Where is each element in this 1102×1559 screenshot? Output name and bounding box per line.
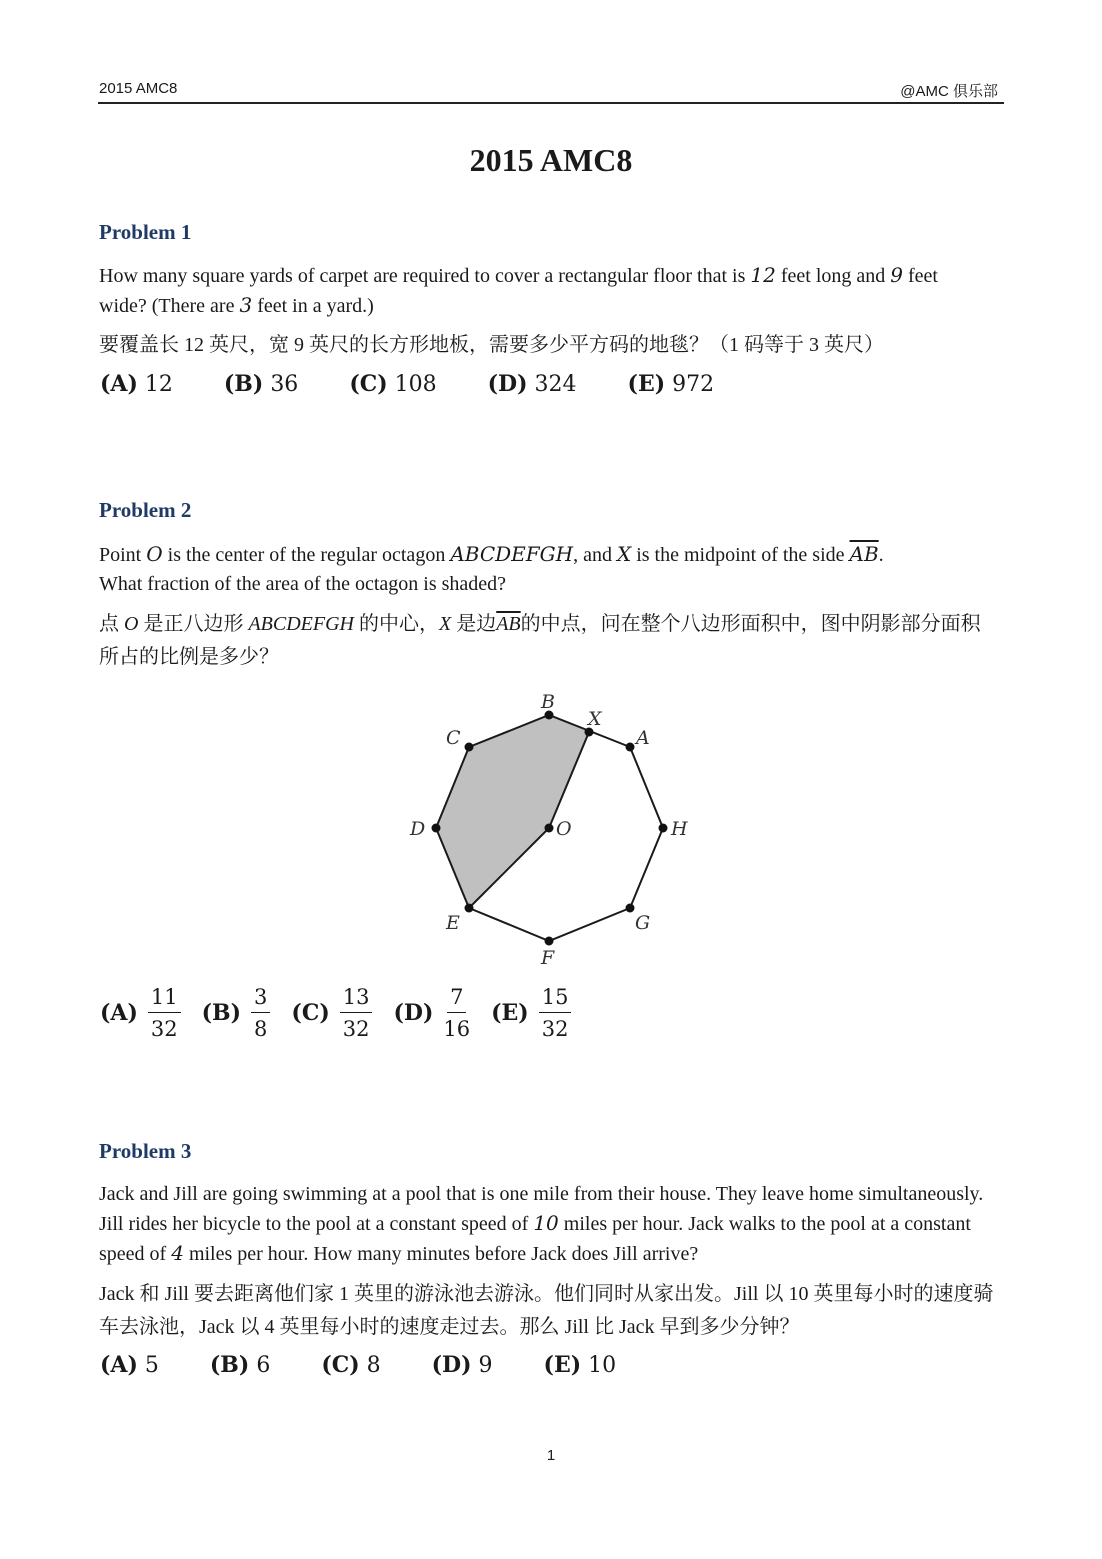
header-left-text: 2015 AMC8: [99, 80, 178, 97]
problem-2-english: Point O is the center of the regular octagon ABCDEFGH, and X is the midpoint of the side $\overline{AB}$. What fraction of the area of the octagon is shaded?: [99, 542, 884, 595]
vertex-d-dot: [432, 824, 441, 833]
choice-c: (C) $\frac{13}{32}$: [291, 984, 372, 1042]
choice-b: (B) 36: [223, 371, 299, 397]
label-a: A: [636, 727, 650, 749]
choice-c: (C) 108: [349, 371, 437, 397]
problem-2-heading: Problem 2: [99, 498, 192, 522]
choice-e: (E) 10: [543, 1352, 617, 1378]
choice-b: (B) 6: [209, 1352, 271, 1378]
choice-a: (A) $\frac{11}{32}$: [100, 984, 181, 1042]
page-header: [98, 80, 1004, 104]
label-h: H: [671, 818, 688, 840]
center-o-dot: [545, 824, 554, 833]
vertex-h-dot: [659, 824, 668, 833]
choice-e: (E) $\frac{15}{32}$: [491, 984, 571, 1042]
choice-a: (A) 5: [100, 1352, 159, 1378]
label-c: C: [446, 727, 461, 749]
vertex-e-dot: [465, 904, 474, 913]
label-f: F: [541, 947, 555, 969]
label-o: O: [556, 818, 572, 840]
choice-d: (D) 9: [431, 1352, 493, 1378]
problem-3-english: Jack and Jill are going swimming at a pool that is one mile from their house. They leave home simultaneously. Jill rides her bicycle to the pool at a constant speed of 10 miles per hour. Jack walks to the pool at a constant speed of 4 miles per hour. How many minutes before Jack does Jill arrive?: [99, 1183, 984, 1265]
label-g: G: [635, 912, 651, 934]
problem-2-choices: [100, 984, 585, 1042]
label-e: E: [446, 912, 460, 934]
vertex-a-dot: [626, 743, 635, 752]
vertex-g-dot: [626, 904, 635, 913]
problem-2-chinese: 点 O 是正八边形 ABCDEFGH 的中心，X 是边$\overline{AB}$的中点，问在整个八边形面积中，图中阴影部分面积所占的比例是多少？: [99, 613, 981, 668]
document-title: 2015 AMC8: [469, 142, 633, 178]
problem-1-english: How many square yards of carpet are required to cover a rectangular floor that is 12 feet long and 9 feet wide? (There are 3 feet in a yard.): [99, 263, 938, 317]
choice-b: (B) $\frac{3}{8}$: [202, 984, 271, 1042]
problem-1-chinese: 要覆盖长 12 英尺，宽 9 英尺的长方形地板，需要多少平方码的地毯？（1 码等于 3 英尺）: [99, 334, 884, 356]
octagon-figure: [400, 685, 700, 970]
header-right-text: @AMC 俱乐部: [900, 83, 998, 100]
problem-3-choices: [100, 1352, 660, 1378]
label-b: B: [541, 691, 555, 713]
choice-a: (A) 12: [100, 371, 173, 397]
vertex-f-dot: [545, 937, 554, 946]
choice-e: (E) 972: [627, 371, 715, 397]
choice-c: (C) 8: [321, 1352, 381, 1378]
vertex-c-dot: [465, 743, 474, 752]
problem-1-choices: [100, 371, 758, 397]
problem-3-chinese: Jack 和 Jill 要去距离他们家 1 英里的游泳池去游泳。他们同时从家出发。Jill 以 10 英里每小时的速度骑车去泳池，Jack 以 4 英里每小时的速度走过去。那么 Jill 比 Jack 早到多少分钟？: [99, 1283, 994, 1338]
label-d: D: [410, 818, 426, 840]
problem-3-heading: Problem 3: [99, 1139, 192, 1163]
label-x: X: [588, 708, 602, 730]
choice-d: (D) $\frac{7}{16}$: [393, 985, 471, 1041]
choice-d: (D) 324: [487, 371, 577, 397]
page-number: 1: [546, 1447, 556, 1464]
problem-1-heading: Problem 1: [99, 220, 192, 244]
